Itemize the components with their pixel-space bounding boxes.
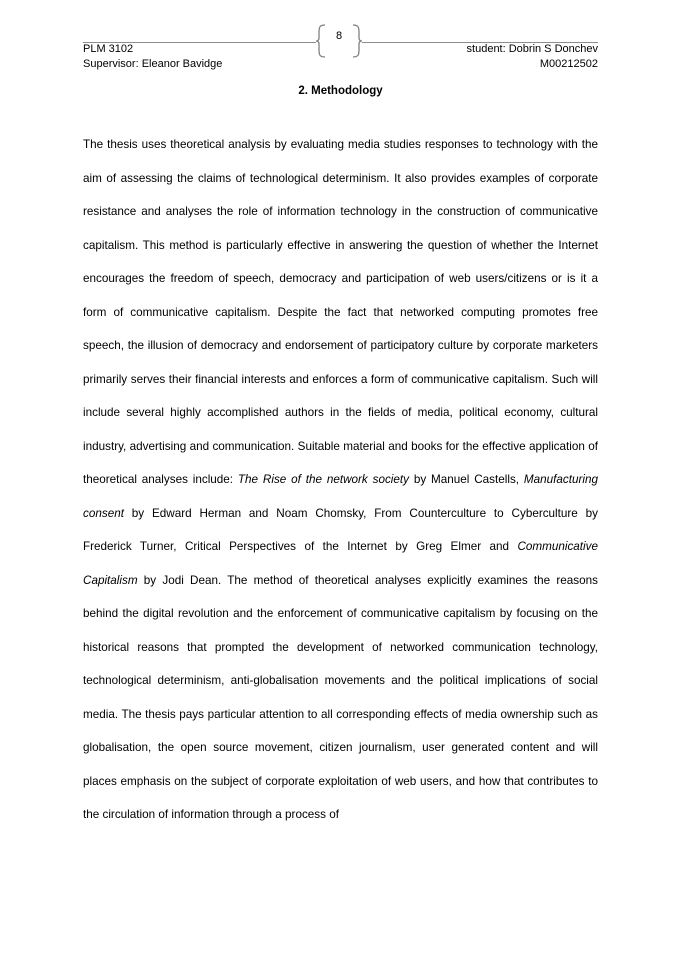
methodology-paragraph: [83, 128, 598, 832]
student-name: student: Dobrin S Donchev: [466, 43, 598, 55]
paragraph-text: by Jodi Dean. The method of theoretical analyses explicitly examines the reasons behind the digital revolution and the enforcement of communicative capitalism by focusing on the historical reasons that prompted the development of networked communication technology, technological determinism, anti-globalisation movements and the political implications of social media. The thesis pays particular attention to all corresponding effects of media ownership such as globalisation, the open source movement, citizen journalism, user generated content and will places emphasis on the subject of corporate exploitation of web users, and how that contributes to the circulation of information through a process of: [83, 573, 598, 821]
paragraph-text: by Edward Herman and Noam Chomsky, From Counterculture to Cyberculture by Frederick Turner, Critical Perspectives of the Internet by Greg Elmer and: [83, 506, 598, 553]
book-title-communicative-capitalism: Communicative Capitalism: [83, 540, 598, 587]
page-number-frame: [316, 24, 362, 58]
paragraph-text: The thesis uses theoretical analysis by evaluating media studies responses to technology with the aim of assessing the claims of technological determinism. It also provides examples of corporate resistance and analyses the role of information technology in the construction of communicative capitalism. This method is particularly effective in answering the question of whether the Internet encourages the freedom of speech, democracy and participation of web users/citizens or is it a form of communicative capitalism. Despite the fact that networked computing promotes free speech, the illusion of democracy and endorsement of participatory culture by corporate marketers primarily serves their financial interests and enforces a form of communicative capitalism. Such will include several highly accomplished authors in the fields of media, political economy, cultural industry, advertising and communication. Suitable material and books for the effective application of theoretical analyses include:: [83, 138, 598, 486]
book-title-manufacturing-consent: Manufacturing consent: [83, 473, 598, 520]
supervisor-name: Supervisor: Eleanor Bavidge: [83, 58, 223, 70]
page-number: 8: [335, 30, 343, 42]
book-title-rise-network-society: The Rise of the network society: [237, 473, 409, 486]
paragraph-text: by Manuel Castells,: [409, 473, 524, 486]
course-code: PLM 3102: [83, 43, 134, 55]
student-id: M00212502: [539, 58, 598, 70]
section-title: 2. Methodology: [298, 85, 383, 97]
